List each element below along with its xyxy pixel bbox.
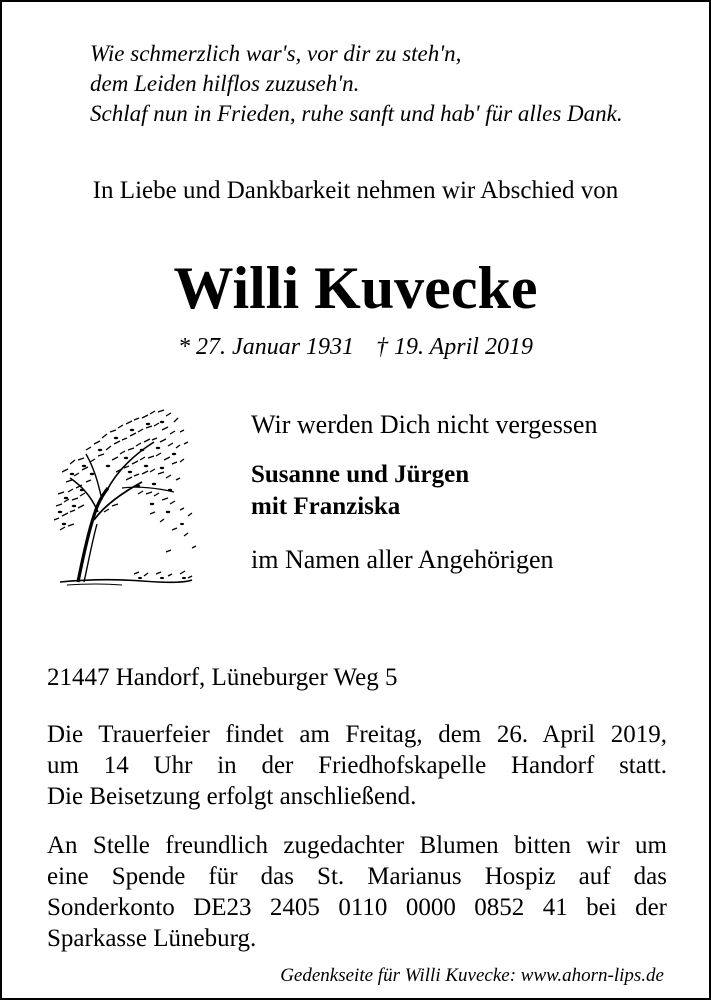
life-dates — [2, 332, 709, 362]
address: 21447 Handorf, Lüneburger Weg 5 — [47, 664, 398, 691]
death-date: † 19. April 2019 — [376, 334, 533, 360]
deceased-name: Willi Kuvecke — [173, 255, 538, 321]
donation-line: An Stelle freundlich zugedachter Blumen bitten wir um — [47, 832, 667, 859]
ceremony-paragraph — [47, 719, 667, 812]
ceremony-line: Die Beisetzung erfolgt anschließend. — [47, 783, 417, 810]
birth-date: * 27. Januar 1931 — [178, 334, 355, 360]
mourners-block — [251, 408, 691, 577]
memorial-motto: Wir werden Dich nicht vergessen — [251, 410, 598, 439]
poem — [90, 39, 690, 129]
mourner-name-line: mit Franziska — [251, 493, 401, 520]
family-note: im Namen aller Angehörigen — [251, 545, 554, 574]
poem-line: dem Leiden hilflos zuzuseh'n. — [90, 71, 360, 96]
windblown-tree-icon — [42, 402, 202, 592]
donation-line: Sparkasse Lüneburg. — [47, 925, 257, 952]
donation-paragraph — [47, 830, 667, 954]
memorial-page-link: Gedenkseite für Willi Kuvecke: www.ahorn-lips.de — [280, 965, 664, 986]
ceremony-line: um 14 Uhr in der Friedhofskapelle Handorf statt. — [47, 752, 667, 779]
poem-line: Wie schmerzlich war's, vor dir zu steh'n, — [90, 41, 462, 66]
donation-line: eine Spende für das St. Marianus Hospiz auf das — [47, 863, 667, 890]
poem-line: Schlaf nun in Frieden, ruhe sanft und hab' für alles Dank. — [90, 101, 623, 126]
farewell-intro: In Liebe und Dankbarkeit nehmen wir Abschied von — [92, 177, 619, 204]
ceremony-line: Die Trauerfeier findet am Freitag, dem 26. April 2019, — [47, 721, 667, 748]
donation-line: Sonderkonto DE23 2405 0110 0000 0852 41 bei der — [47, 894, 667, 921]
mourner-names — [251, 459, 691, 523]
mourner-name-line: Susanne und Jürgen — [251, 461, 470, 488]
